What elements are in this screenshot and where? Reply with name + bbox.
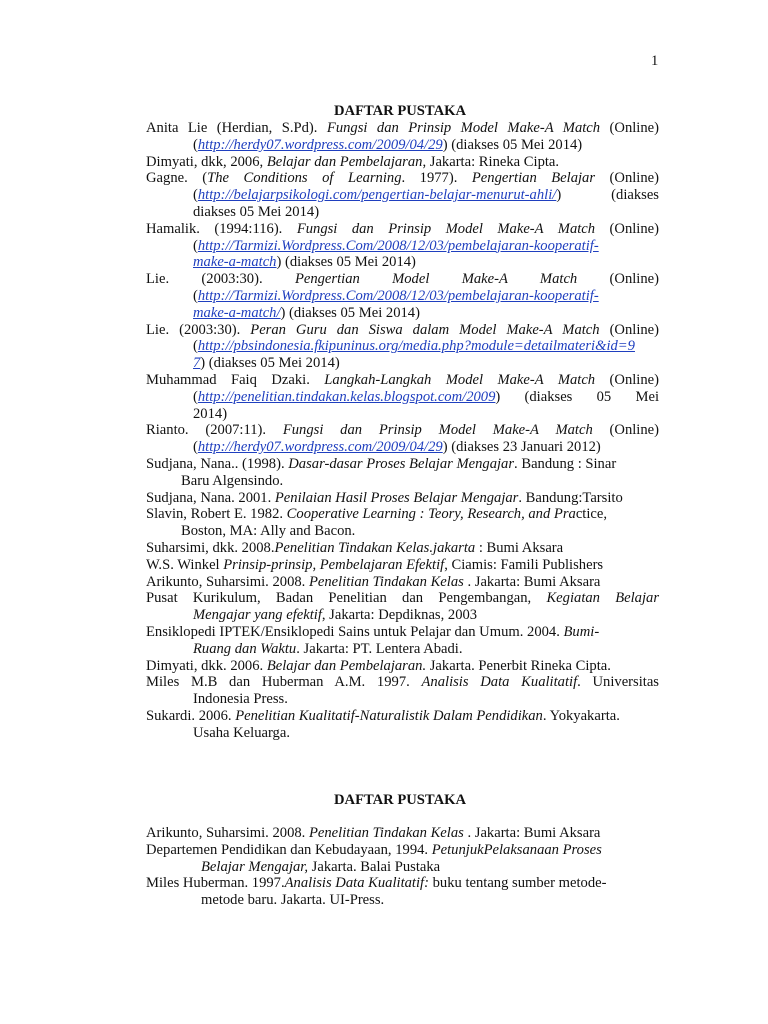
- reference-link[interactable]: make-a-match: [193, 254, 277, 271]
- reference-entry: Arikunto, Suharsimi. 2008. Penelitian Tindakan Kelas . Jakarta: Bumi Aksara: [146, 825, 601, 841]
- reference-entry: Rianto. (2007:11). Fungsi dan Prinsip Model Make-A Match (Online) (http://herdy07.wordpress.com/2009/04/29) (diakses 23 Januari 2012): [146, 422, 659, 456]
- reference-entry: Gagne. (The Conditions of Learning. 1977). Pengertian Belajar (Online) (http://belajarpsikologi.com/pengertian-belajar-menurut-ahli/) (diakses diakses 05 Mei 2014): [146, 170, 659, 220]
- reference-entry: Miles M.B dan Huberman A.M. 1997. Analisis Data Kualitatif. Universitas Indonesia Press.: [146, 674, 659, 708]
- reference-entry: Miles Huberman. 1997.Analisis Data Kualitatif: buku tentang sumber metode- metode baru. Jakarta. UI-Press.: [146, 875, 607, 909]
- reference-link[interactable]: 7: [193, 355, 201, 372]
- reference-link[interactable]: make-a-match/: [193, 304, 281, 321]
- reference-entry: Sudjana, Nana.. (1998). Dasar-dasar Proses Belajar Mengajar. Bandung : Sinar Baru Algensindo.: [146, 455, 617, 489]
- reference-entry: Anita Lie (Herdian, S.Pd). Fungsi dan Prinsip Model Make-A Match (Online) (http://herdy07.wordpress.com/2009/04/29) (diakses 05 Mei 2014): [146, 120, 659, 153]
- bibliography-heading-2: DAFTAR PUSTAKA: [333, 792, 467, 808]
- reference-entry: Ensiklopedi IPTEK/Ensiklopedi Sains untuk Pelajar dan Umum. 2004. Bumi- Ruang dan Waktu. Jakarta: PT. Lentera Abadi.: [146, 623, 600, 657]
- reference-entry: Dimyati, dkk. 2006. Belajar dan Pembelajaran. Jakarta. Penerbit Rineka Cipta.: [146, 657, 611, 674]
- reference-link[interactable]: http://herdy07.wordpress.com/2009/04/29: [197, 136, 443, 153]
- reference-entry: Suharsimi, dkk. 2008.Penelitian Tindakan Kelas.jakarta : Bumi Aksara: [146, 539, 564, 556]
- reference-entry: Hamalik. (1994:116). Fungsi dan Prinsip Model Make-A Match (Online) (http://Tarmizi.Wordpress.Com/2008/12/03/pembelajaran-kooperatif- make-a-match) (diakses 05 Mei 2014): [146, 220, 659, 271]
- bibliography-list-2: [146, 825, 659, 909]
- reference-entry: Slavin, Robert E. 1982. Cooperative Learning : Teory, Research, and Practice, Boston, MA: Ally and Bacon.: [146, 506, 608, 540]
- reference-entry: Arikunto, Suharsimi. 2008. Penelitian Tindakan Kelas . Jakarta: Bumi Aksara: [146, 573, 601, 590]
- reference-entry: Lie. (2003:30). Pengertian Model Make-A Match (Online) (http://Tarmizi.Wordpress.Com/2008/12/03/pembelajaran-kooperatif- make-a-match/) (diakses 05 Mei 2014): [146, 271, 659, 321]
- bibliography-heading: DAFTAR PUSTAKA: [333, 103, 467, 119]
- reference-entry: Pusat Kurikulum, Badan Penelitian dan Pengembangan, Kegiatan Belajar Mengajar yang efektif, Jakarta: Depdiknas, 2003: [146, 590, 660, 624]
- reference-link[interactable]: http://herdy07.wordpress.com/2009/04/29: [197, 439, 443, 456]
- reference-entry: Dimyati, dkk, 2006, Belajar dan Pembelajaran, Jakarta: Rineka Cipta.: [146, 153, 560, 170]
- reference-entry: Departemen Pendidikan dan Kebudayaan, 1994. PetunjukPelaksanaan Proses Belajar Mengajar, Jakarta. Balai Pustaka: [146, 841, 602, 875]
- reference-link[interactable]: http://Tarmizi.Wordpress.Com/2008/12/03/pembelajaran-kooperatif-: [197, 237, 599, 254]
- page-number: 1: [651, 53, 659, 69]
- reference-link[interactable]: http://pbsindonesia.fkipuninus.org/media.php?module=detailmateri&id=9: [197, 338, 635, 355]
- reference-link[interactable]: http://penelitian.tindakan.kelas.blogspot.com/2009: [197, 388, 496, 405]
- reference-link[interactable]: http://belajarpsikologi.com/pengertian-belajar-menurut-ahli/: [197, 187, 557, 204]
- reference-entry: Sudjana, Nana. 2001. Penilaian Hasil Proses Belajar Mengajar. Bandung:Tarsito: [146, 489, 623, 506]
- reference-entry: Muhammad Faiq Dzaki. Langkah-Langkah Model Make-A Match (Online) (http://penelitian.tindakan.kelas.blogspot.com/2009) (diakses 05 Mei 2014): [146, 371, 659, 422]
- reference-entry: W.S. Winkel Prinsip-prinsip, Pembelajaran Efektif, Ciamis: Famili Publishers: [146, 556, 604, 573]
- reference-entry: Lie. (2003:30). Peran Guru dan Siswa dalam Model Make-A Match (Online) (http://pbsindonesia.fkipuninus.org/media.php?module=detailmateri&id=9 7) (diakses 05 Mei 2014): [146, 321, 660, 372]
- bibliography-list: [146, 120, 659, 741]
- reference-link[interactable]: http://Tarmizi.Wordpress.Com/2008/12/03/pembelajaran-kooperatif-: [197, 287, 599, 304]
- reference-entry: Sukardi. 2006. Penelitian Kualitatif-Naturalistik Dalam Pendidikan. Yokyakarta. Usaha Keluarga.: [146, 707, 620, 741]
